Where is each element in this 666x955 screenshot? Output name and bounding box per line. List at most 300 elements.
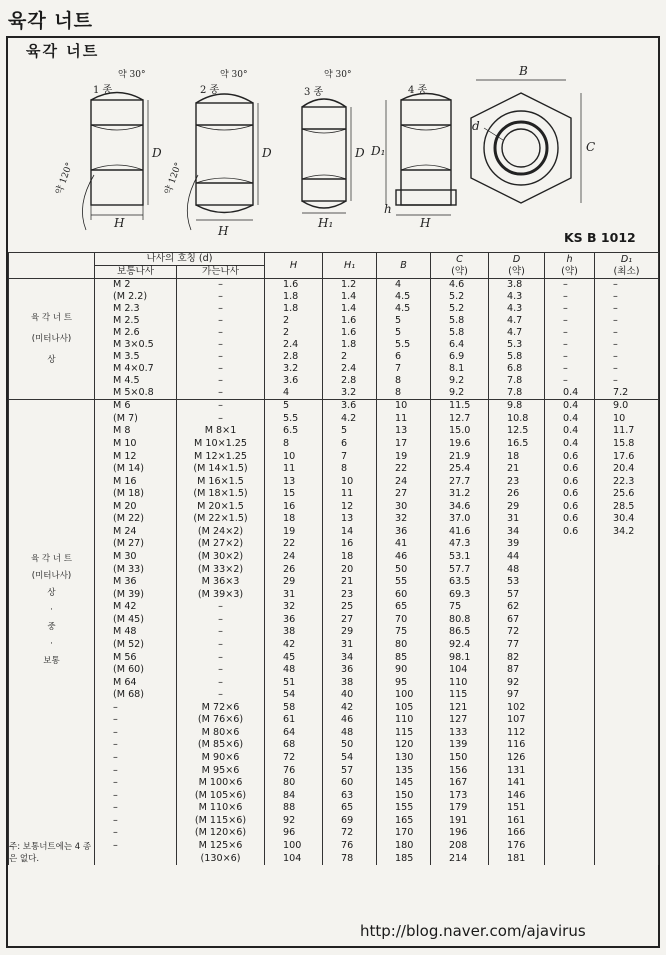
table-row (9, 375, 659, 387)
cell-c: 69.3 (431, 588, 489, 601)
cell-b: 145 (377, 777, 431, 790)
cell-d1: – (95, 815, 177, 828)
cell-d1 (595, 676, 659, 689)
cell-b: 36 (377, 526, 431, 539)
cell-d: 97 (489, 689, 545, 702)
type3-D: D (355, 146, 365, 160)
cell-d: 21 (489, 463, 545, 476)
cell-b: 8 (377, 375, 431, 387)
cell-h: 54 (265, 689, 323, 702)
nominal-header: 나사의 호칭 (d) (95, 253, 265, 266)
cell-b: 100 (377, 689, 431, 702)
cell-d1: – (595, 291, 659, 303)
cell-d1: – (595, 327, 659, 339)
cell-d1: M 2.5 (95, 315, 177, 327)
cell-d1: M 56 (95, 651, 177, 664)
cell-d: 44 (489, 551, 545, 564)
table-row (9, 689, 659, 702)
cell-d2: – (177, 676, 265, 689)
category-line: 육 각 너 트 (31, 554, 72, 564)
cell-d: 77 (489, 639, 545, 652)
cell-d1: 11.7 (595, 425, 659, 438)
cell-d: 87 (489, 664, 545, 677)
cell-h1: 7 (323, 450, 377, 463)
cell-h: – (545, 291, 595, 303)
cell-d1: 20.4 (595, 463, 659, 476)
cell-h: 11 (265, 463, 323, 476)
cell-d: 141 (489, 777, 545, 790)
cell-d2: – (177, 400, 265, 413)
type4-h: h (384, 202, 392, 216)
cell-d: 5.8 (489, 351, 545, 363)
cell-h: – (545, 363, 595, 375)
category-line: 보통 (43, 656, 60, 666)
cell-d1: M 2 (95, 279, 177, 292)
cell-h1: 78 (323, 852, 377, 865)
cell-d1: M 30 (95, 551, 177, 564)
cell-c: 19.6 (431, 438, 489, 451)
category-line: 상 (47, 588, 56, 598)
table-row (9, 789, 659, 802)
cell-b: 5 (377, 315, 431, 327)
cell-d2: M 110×6 (177, 802, 265, 815)
cell-b: 185 (377, 852, 431, 865)
cell-b: 7 (377, 363, 431, 375)
cell-c: 214 (431, 852, 489, 865)
hex-top-view-drawing (471, 80, 581, 203)
cell-h: 19 (265, 526, 323, 539)
cell-b: 6 (377, 351, 431, 363)
table-row (9, 450, 659, 463)
cell-h (545, 538, 595, 551)
cell-d2: – (177, 413, 265, 426)
cell-d: 161 (489, 815, 545, 828)
cell-b: 5 (377, 327, 431, 339)
cell-h: 3.2 (265, 363, 323, 375)
cell-c: 92.4 (431, 639, 489, 652)
cell-d1: – (95, 802, 177, 815)
cell-h: 88 (265, 802, 323, 815)
cell-h: 18 (265, 513, 323, 526)
cell-h: 2.8 (265, 351, 323, 363)
cell-d1: – (95, 777, 177, 790)
cell-h (545, 802, 595, 815)
cell-d1: – (95, 840, 177, 853)
cell-d1 (595, 651, 659, 664)
cell-d1: (M 68) (95, 689, 177, 702)
cell-d: 12.5 (489, 425, 545, 438)
C-header: C (약) (431, 253, 489, 279)
cell-h1: 18 (323, 551, 377, 564)
cell-d1: M 4×0.7 (95, 363, 177, 375)
cell-d2: (130×6) (177, 852, 265, 865)
cell-d1: M 20 (95, 501, 177, 514)
cell-c: 63.5 (431, 576, 489, 589)
cell-d2: M 36×3 (177, 576, 265, 589)
cell-b: 110 (377, 714, 431, 727)
cell-h1: 76 (323, 840, 377, 853)
cell-c: 150 (431, 752, 489, 765)
cell-d: 34 (489, 526, 545, 539)
cell-h: 92 (265, 815, 323, 828)
table-row (9, 387, 659, 400)
cell-c: 47.3 (431, 538, 489, 551)
cell-h1: 8 (323, 463, 377, 476)
table-row (9, 501, 659, 514)
type1-angle120: 약 120° (54, 161, 76, 197)
cell-d: 18 (489, 450, 545, 463)
cell-d1 (595, 538, 659, 551)
cell-h: 0.4 (545, 413, 595, 426)
cell-h: 96 (265, 827, 323, 840)
type3-H1: H₁ (318, 216, 334, 230)
cell-d: 23 (489, 475, 545, 488)
cell-c: 110 (431, 676, 489, 689)
cell-b: 41 (377, 538, 431, 551)
cell-h1: 36 (323, 664, 377, 677)
cell-d: 39 (489, 538, 545, 551)
cell-h: 26 (265, 563, 323, 576)
cell-h1: 72 (323, 827, 377, 840)
cell-d: 166 (489, 827, 545, 840)
cell-d2: M 90×6 (177, 752, 265, 765)
cell-d1: 28.5 (595, 501, 659, 514)
cell-b: 24 (377, 475, 431, 488)
cell-d1 (595, 802, 659, 815)
cell-h: 10 (265, 450, 323, 463)
cell-d: 82 (489, 651, 545, 664)
cell-d: 4.3 (489, 291, 545, 303)
cell-h (545, 676, 595, 689)
category-header (9, 253, 95, 279)
cell-h1: 3.2 (323, 387, 377, 400)
cell-c: 133 (431, 727, 489, 740)
cell-b: 8 (377, 387, 431, 400)
cell-d: 107 (489, 714, 545, 727)
cell-d1: M 5×0.8 (95, 387, 177, 400)
cell-h1: 27 (323, 614, 377, 627)
cell-h: 2 (265, 315, 323, 327)
cell-d: 176 (489, 840, 545, 853)
footnote: 주: 보통너트에는 4 종은 없다. (9, 842, 92, 864)
cell-d1: (M 39) (95, 588, 177, 601)
type2-H: H (218, 224, 229, 238)
cell-b: 32 (377, 513, 431, 526)
cell-b: 180 (377, 840, 431, 853)
cell-h1: 29 (323, 626, 377, 639)
category-line: 중 (47, 622, 56, 632)
cell-d: 72 (489, 626, 545, 639)
cell-d1 (595, 588, 659, 601)
coarse-header: 보통나사 (95, 266, 177, 279)
cell-d: 181 (489, 852, 545, 865)
table-row (9, 400, 659, 413)
category-line: 상 (47, 354, 56, 365)
cell-b: 70 (377, 614, 431, 627)
table-row (9, 702, 659, 715)
cell-c: 80.8 (431, 614, 489, 627)
cell-d1 (595, 689, 659, 702)
cell-d: 7.8 (489, 387, 545, 400)
table-row (9, 438, 659, 451)
cell-h1: 69 (323, 815, 377, 828)
cell-b: 30 (377, 501, 431, 514)
cell-d1: – (595, 351, 659, 363)
cell-d1 (595, 827, 659, 840)
cell-b: 13 (377, 425, 431, 438)
cell-b: 105 (377, 702, 431, 715)
cell-c: 196 (431, 827, 489, 840)
cell-h (545, 739, 595, 752)
cell-b: 95 (377, 676, 431, 689)
cell-h: 0.4 (545, 425, 595, 438)
cell-h (545, 789, 595, 802)
cell-h: 29 (265, 576, 323, 589)
B-header: B (377, 253, 431, 279)
cell-d: 112 (489, 727, 545, 740)
cell-h: 0.6 (545, 488, 595, 501)
table-row (9, 327, 659, 339)
cell-h: 4 (265, 387, 323, 400)
cell-d2: – (177, 626, 265, 639)
cell-c: 25.4 (431, 463, 489, 476)
table-row (9, 664, 659, 677)
cell-h1: 23 (323, 588, 377, 601)
table-row (9, 676, 659, 689)
type1-D: D (152, 146, 162, 160)
standard-code: KS B 1012 (564, 230, 636, 245)
table-row (9, 852, 659, 865)
cell-b: 170 (377, 827, 431, 840)
cell-d1: 22.3 (595, 475, 659, 488)
table-row (9, 363, 659, 375)
cell-h1: 1.4 (323, 303, 377, 315)
cell-h: – (545, 375, 595, 387)
cell-d: 4.3 (489, 303, 545, 315)
cell-d1 (595, 702, 659, 715)
cell-h1: 38 (323, 676, 377, 689)
cell-d: 126 (489, 752, 545, 765)
cell-c: 127 (431, 714, 489, 727)
cell-b: 27 (377, 488, 431, 501)
cell-d2: – (177, 601, 265, 614)
cell-d1 (95, 852, 177, 865)
cell-b: 4 (377, 279, 431, 292)
cell-d1 (595, 639, 659, 652)
cell-d1: M 16 (95, 475, 177, 488)
cell-d1: 15.8 (595, 438, 659, 451)
cell-h (545, 702, 595, 715)
cell-d2: (M 120×6) (177, 827, 265, 840)
cell-d1: (M 60) (95, 664, 177, 677)
cell-h: 15 (265, 488, 323, 501)
cell-h1: 1.8 (323, 339, 377, 351)
category-line: · (50, 605, 53, 615)
cell-h: 51 (265, 676, 323, 689)
cell-d1: 17.6 (595, 450, 659, 463)
cell-d1: – (595, 315, 659, 327)
cell-d1: – (595, 303, 659, 315)
cell-d1: M 64 (95, 676, 177, 689)
cell-c: 173 (431, 789, 489, 802)
cell-c: 37.0 (431, 513, 489, 526)
cell-d2: (M 76×6) (177, 714, 265, 727)
table-row (9, 488, 659, 501)
cell-d1: 25.6 (595, 488, 659, 501)
cell-d1: (M 27) (95, 538, 177, 551)
cell-d2: (M 39×3) (177, 588, 265, 601)
cell-d: 62 (489, 601, 545, 614)
cell-d2: (M 115×6) (177, 815, 265, 828)
cell-c: 31.2 (431, 488, 489, 501)
cell-b: 80 (377, 639, 431, 652)
cell-h: 0.6 (545, 501, 595, 514)
cell-d: 131 (489, 764, 545, 777)
cell-d1: – (95, 714, 177, 727)
cell-d1 (595, 727, 659, 740)
table-row (9, 315, 659, 327)
cell-h1: 46 (323, 714, 377, 727)
h-header: h (약) (545, 253, 595, 279)
cell-d: 53 (489, 576, 545, 589)
cell-d2: – (177, 327, 265, 339)
table-row (9, 802, 659, 815)
cell-c: 11.5 (431, 400, 489, 413)
cell-h: 104 (265, 852, 323, 865)
cell-h: 1.8 (265, 303, 323, 315)
cell-b: 130 (377, 752, 431, 765)
cell-c: 6.9 (431, 351, 489, 363)
watermark: http://blog.naver.com/ajavirus (360, 922, 586, 940)
cell-h (545, 664, 595, 677)
cell-c: 179 (431, 802, 489, 815)
table-row (9, 815, 659, 828)
cell-c: 27.7 (431, 475, 489, 488)
dimension-table (8, 252, 659, 865)
cell-c: 53.1 (431, 551, 489, 564)
type3-nut-drawing (302, 99, 351, 213)
category-line: (미터나사) (31, 571, 72, 581)
cell-b: 17 (377, 438, 431, 451)
table-row (9, 463, 659, 476)
cell-d1 (595, 601, 659, 614)
cell-d1 (595, 777, 659, 790)
cell-c: 21.9 (431, 450, 489, 463)
cell-d2: M 10×1.25 (177, 438, 265, 451)
cell-h: 76 (265, 764, 323, 777)
cell-d1: M 3.5 (95, 351, 177, 363)
cell-h1: 40 (323, 689, 377, 702)
cell-d: 26 (489, 488, 545, 501)
cell-d: 146 (489, 789, 545, 802)
cell-d2: M 8×1 (177, 425, 265, 438)
cell-d1: M 42 (95, 601, 177, 614)
cell-h1: 1.6 (323, 315, 377, 327)
cell-h: 6.5 (265, 425, 323, 438)
cell-h: 5 (265, 400, 323, 413)
cell-h: 2 (265, 327, 323, 339)
cell-h1: 21 (323, 576, 377, 589)
cell-h: 72 (265, 752, 323, 765)
cell-h: 58 (265, 702, 323, 715)
cell-h1: 34 (323, 651, 377, 664)
cell-d2: (M 22×1.5) (177, 513, 265, 526)
type4-label: 4 종 (408, 85, 428, 96)
cell-d2: – (177, 689, 265, 702)
cell-c: 41.6 (431, 526, 489, 539)
cell-c: 4.6 (431, 279, 489, 292)
cell-d2: – (177, 651, 265, 664)
cell-h1: 12 (323, 501, 377, 514)
cell-h: 36 (265, 614, 323, 627)
cell-d: 151 (489, 802, 545, 815)
cell-d1: (M 52) (95, 639, 177, 652)
top-C: C (586, 140, 596, 154)
D1-header: D₁ (최소) (595, 253, 659, 279)
cell-d1 (595, 563, 659, 576)
cell-d1 (595, 626, 659, 639)
cell-d: 9.8 (489, 400, 545, 413)
cell-h: 24 (265, 551, 323, 564)
table-row (9, 513, 659, 526)
cell-h: 13 (265, 475, 323, 488)
cell-d1 (595, 614, 659, 627)
cell-c: 57.7 (431, 563, 489, 576)
cell-h: 32 (265, 601, 323, 614)
cell-h: 8 (265, 438, 323, 451)
cell-h (545, 639, 595, 652)
table-row (9, 714, 659, 727)
cell-d2: – (177, 387, 265, 400)
cell-h: 42 (265, 639, 323, 652)
cell-h: 45 (265, 651, 323, 664)
cell-d1: (M 2.2) (95, 291, 177, 303)
cell-d1: – (95, 702, 177, 715)
cell-h: 64 (265, 727, 323, 740)
cell-h1: 2.8 (323, 375, 377, 387)
cell-b: 65 (377, 601, 431, 614)
cell-d1: M 24 (95, 526, 177, 539)
cell-c: 98.1 (431, 651, 489, 664)
cell-h1: 16 (323, 538, 377, 551)
cell-h: 0.4 (545, 387, 595, 400)
cell-d1: M 2.6 (95, 327, 177, 339)
cell-h1: 31 (323, 639, 377, 652)
cell-c: 121 (431, 702, 489, 715)
cell-h1: 65 (323, 802, 377, 815)
cell-b: 55 (377, 576, 431, 589)
table-row (9, 827, 659, 840)
cell-h1: 1.2 (323, 279, 377, 292)
table-row (9, 764, 659, 777)
cell-h: 0.6 (545, 513, 595, 526)
cell-h1: 54 (323, 752, 377, 765)
cell-d1 (595, 789, 659, 802)
cell-c: 9.2 (431, 375, 489, 387)
cell-b: 120 (377, 739, 431, 752)
cell-d2: (M 27×2) (177, 538, 265, 551)
type2-nut-drawing (187, 94, 258, 230)
cell-d1 (595, 664, 659, 677)
cell-d1: – (95, 739, 177, 752)
cell-d: 7.8 (489, 375, 545, 387)
cell-d1 (595, 714, 659, 727)
cell-h (545, 827, 595, 840)
cell-d: 57 (489, 588, 545, 601)
cell-d1 (595, 739, 659, 752)
cell-c: 9.2 (431, 387, 489, 400)
cell-h (545, 614, 595, 627)
